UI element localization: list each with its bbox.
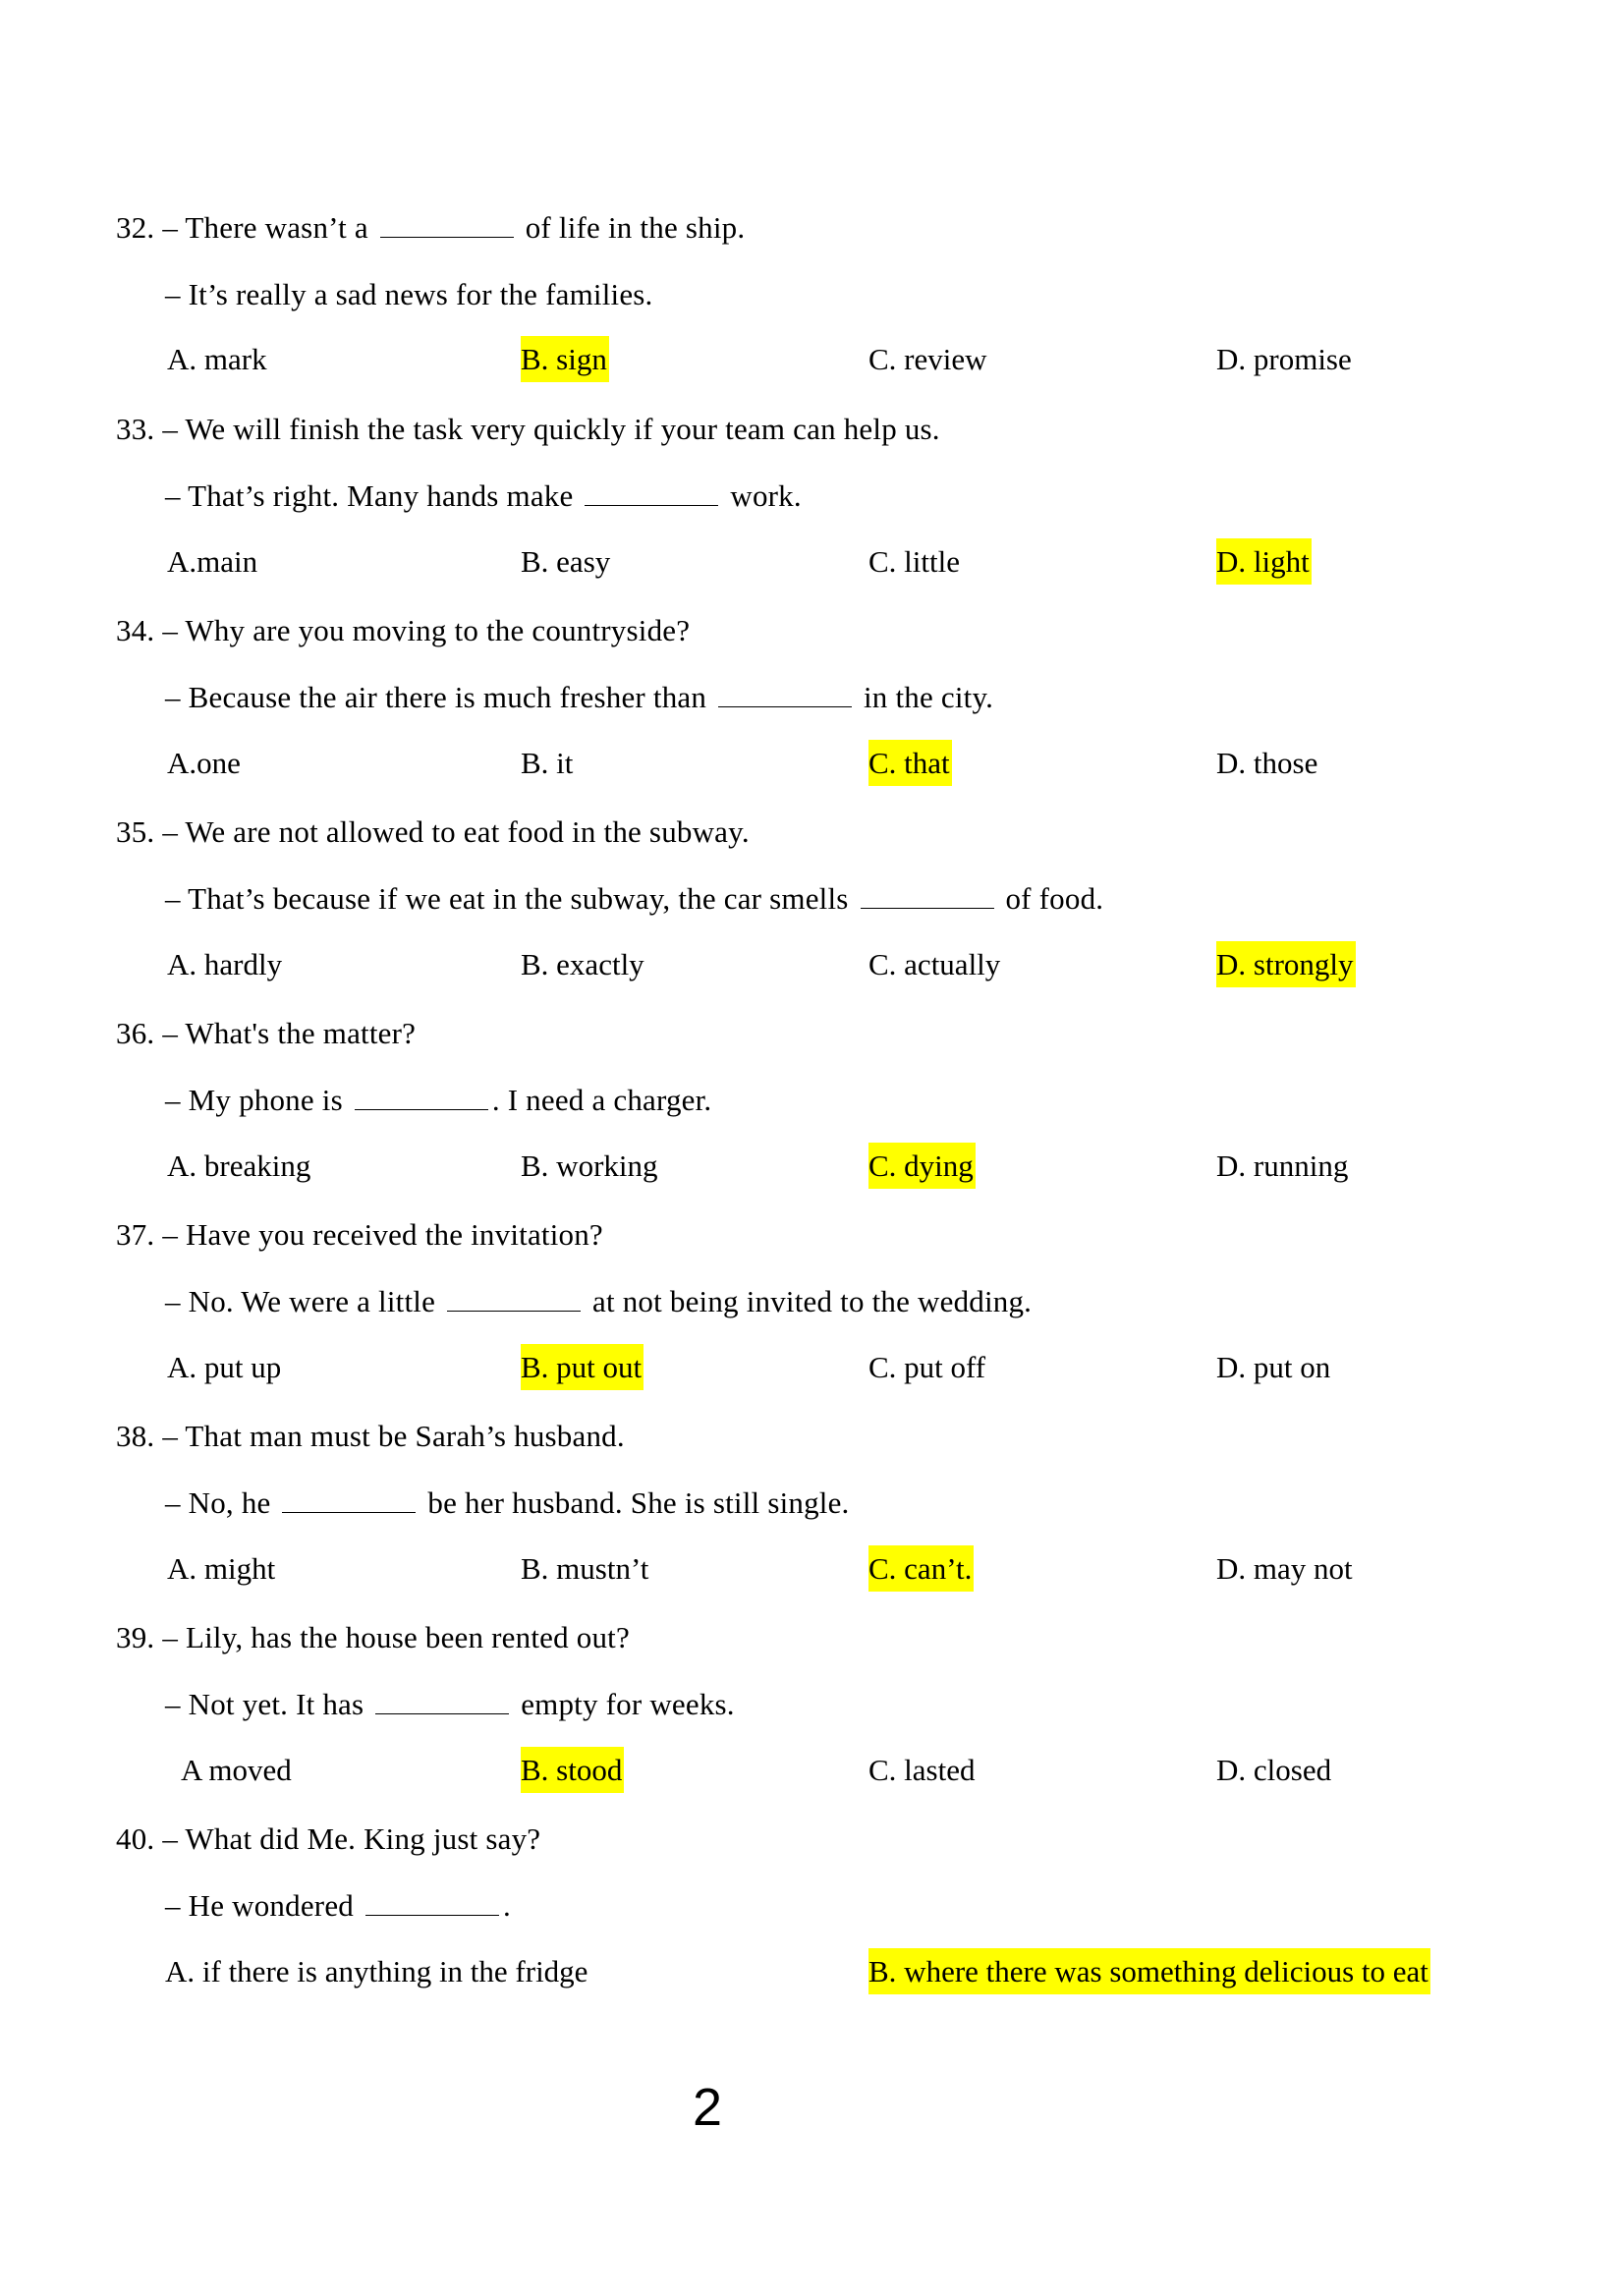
reply-text: – That’s because if we eat in the subway, the car smells: [165, 881, 849, 916]
answer-blank: [861, 886, 994, 909]
reply-text: – It’s really a sad news for the families.: [165, 277, 653, 311]
prompt-text: – There wasn’t a: [162, 210, 368, 245]
reply-text-after: .: [502, 1888, 511, 1923]
question-33-option-c: C. little: [868, 544, 960, 579]
reply-text: – He wondered: [165, 1888, 354, 1923]
question-37-option-b: [521, 1344, 644, 1391]
highlighted-answer: C. dying: [868, 1143, 976, 1189]
question-37-option-d: D. put on: [1216, 1350, 1331, 1384]
prompt-text: – Why are you moving to the countryside?: [162, 613, 691, 647]
prompt-text: – What did Me. King just say?: [162, 1821, 541, 1856]
reply-text: – No, he: [165, 1485, 271, 1520]
question-39-option-c: C. lasted: [868, 1753, 976, 1787]
question-number: 35.: [116, 814, 155, 849]
question-number: 39.: [116, 1620, 155, 1654]
question-36-option-a: A. breaking: [167, 1148, 311, 1183]
prompt-text-after: of life in the ship.: [525, 210, 746, 245]
question-38-prompt: [116, 1419, 625, 1454]
question-35-option-a: A. hardly: [167, 947, 283, 981]
reply-text-after: be her husband. She is still single.: [427, 1485, 850, 1520]
prompt-text: – We will finish the task very quickly if your team can help us.: [162, 412, 940, 446]
question-39-option-d: D. closed: [1216, 1753, 1332, 1787]
question-37-reply: [165, 1284, 1032, 1319]
prompt-text: – Lily, has the house been rented out?: [162, 1620, 630, 1654]
highlighted-answer: D. strongly: [1216, 941, 1356, 987]
answer-blank: [447, 1289, 581, 1312]
question-number: 37.: [116, 1217, 155, 1252]
highlighted-answer: C. can’t.: [868, 1545, 974, 1592]
highlighted-answer: B. stood: [521, 1747, 624, 1793]
highlighted-answer: B. sign: [521, 336, 609, 382]
question-37-option-a: A. put up: [167, 1350, 282, 1384]
answer-blank: [282, 1490, 416, 1513]
page-number: 2: [692, 2078, 723, 2137]
question-35-reply: [165, 881, 1103, 917]
prompt-text: – We are not allowed to eat food in the subway.: [162, 814, 750, 849]
highlighted-answer: C. that: [868, 740, 952, 786]
question-33-option-a: A.main: [167, 544, 258, 579]
question-40-option-b: [868, 1948, 1430, 1995]
answer-blank: [375, 1692, 509, 1714]
prompt-text: – Have you received the invitation?: [162, 1217, 603, 1252]
question-38-option-c: [868, 1545, 974, 1593]
question-38-option-b: B. mustn’t: [521, 1551, 649, 1586]
question-36-option-d: D. running: [1216, 1148, 1349, 1183]
question-34-reply: [165, 680, 993, 715]
question-36-option-b: B. working: [521, 1148, 658, 1183]
question-33-option-d: [1216, 538, 1312, 586]
question-40-prompt: [116, 1821, 540, 1857]
question-32-reply: [165, 277, 653, 312]
question-36-reply: [165, 1083, 711, 1118]
reply-text-after: . I need a charger.: [491, 1083, 712, 1117]
question-38-option-a: A. might: [167, 1551, 276, 1586]
question-number: 32.: [116, 210, 155, 245]
question-38-reply: [165, 1485, 850, 1521]
prompt-text: – That man must be Sarah’s husband.: [162, 1419, 625, 1453]
question-number: 33.: [116, 412, 155, 446]
question-36-option-c: [868, 1143, 976, 1190]
question-35-option-c: C. actually: [868, 947, 1001, 981]
question-40-option-a: A. if there is anything in the fridge: [165, 1954, 588, 1988]
question-number: 34.: [116, 613, 155, 647]
question-40-reply: [165, 1888, 511, 1924]
question-39-option-b: [521, 1747, 624, 1794]
question-32-prompt: [116, 210, 745, 246]
answer-blank: [355, 1088, 488, 1110]
highlighted-answer: B. put out: [521, 1344, 644, 1390]
question-34-option-a: A.one: [167, 746, 241, 780]
question-37-prompt: [116, 1217, 603, 1253]
question-number: 36.: [116, 1016, 155, 1050]
reply-text-after: work.: [730, 478, 802, 513]
question-38-option-d: D. may not: [1216, 1551, 1353, 1586]
question-39-option-a: A moved: [181, 1753, 292, 1787]
reply-text: – That’s right. Many hands make: [165, 478, 574, 513]
reply-text-after: empty for weeks.: [521, 1687, 735, 1721]
highlighted-answer: D. light: [1216, 538, 1312, 585]
question-34-option-b: B. it: [521, 746, 574, 780]
question-36-prompt: [116, 1016, 416, 1051]
question-35-option-d: [1216, 941, 1356, 988]
reply-text-after: of food.: [1005, 881, 1104, 916]
prompt-text: – What's the matter?: [162, 1016, 417, 1050]
question-32-option-d: D. promise: [1216, 342, 1352, 376]
question-number: 40.: [116, 1821, 155, 1856]
reply-text: – Not yet. It has: [165, 1687, 364, 1721]
question-33-option-b: B. easy: [521, 544, 611, 579]
question-39-reply: [165, 1687, 735, 1722]
reply-text-after: in the city.: [863, 680, 994, 714]
question-37-option-c: C. put off: [868, 1350, 986, 1384]
question-34-option-c: [868, 740, 952, 787]
answer-blank: [718, 685, 852, 707]
question-39-prompt: [116, 1620, 630, 1655]
answer-blank: [585, 483, 718, 506]
question-32-option-b: [521, 336, 609, 383]
answer-blank: [365, 1893, 499, 1916]
question-33-prompt: [116, 412, 940, 447]
question-34-option-d: D. those: [1216, 746, 1318, 780]
reply-text: – Because the air there is much fresher than: [165, 680, 707, 714]
reply-text-after: at not being invited to the wedding.: [591, 1284, 1033, 1318]
highlighted-answer: B. where there was something delicious to eat: [868, 1948, 1430, 1994]
question-number: 38.: [116, 1419, 155, 1453]
question-32-option-c: C. review: [868, 342, 987, 376]
question-35-prompt: [116, 814, 750, 850]
reply-text: – No. We were a little: [165, 1284, 436, 1318]
question-34-prompt: [116, 613, 690, 648]
question-35-option-b: B. exactly: [521, 947, 644, 981]
question-33-reply: [165, 478, 802, 514]
question-32-option-a: A. mark: [167, 342, 267, 376]
reply-text: – My phone is: [165, 1083, 343, 1117]
answer-blank: [380, 215, 514, 238]
